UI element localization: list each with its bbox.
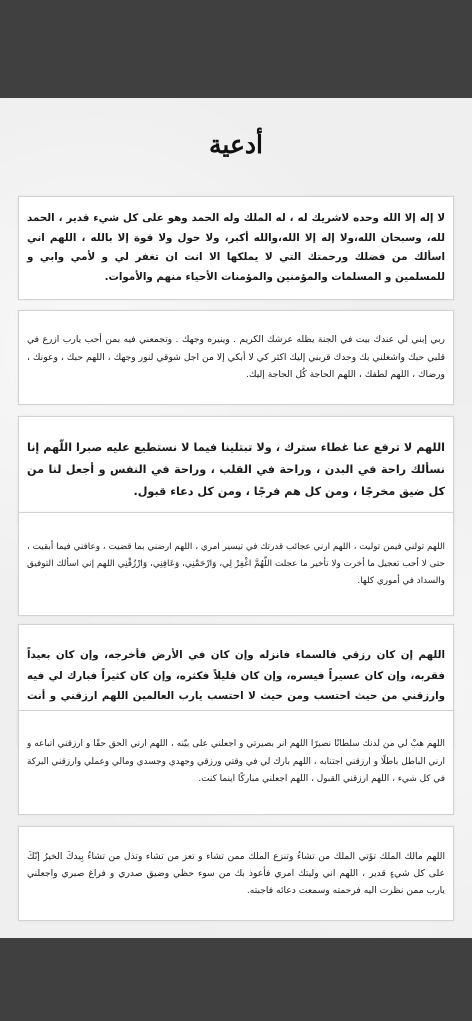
- dua-text: اللهم تولني فيمن توليت ، اللهم ارني عجائب قدرتك في تيسير امري ، اللهم ارضني بما قضيت ، وعافني فيما أبقيت ، حتى لا أحب تعجيل ما أخرت ولا تأخير ما عجلت اللّهُمَّ اغْفِرْ لِي، وَارْحَمْنِي، وَعَافِنِي، وَارْزُقْنِي اللهم إني اسألك التوفيق والسداد في أموري كلها.: [27, 541, 445, 586]
- dua-text: اللهم هبْ لي من لدنك سلطانًا نصيرًا اللهم انر بصيرتي و اجعلني على بيّنه ، اللهم ارني الحق حقًا و ارزقني اتباعه و ارني الباطل باطلًا و ارزقني اجتنابه ، اللهم بارك لي في وقتي ورزقي وجهدي وجسدي ومالي وعملي وارزقني البركة في كل شيء ، اللهم ارزقني القبول ، اللهم اجعلني مباركًا اينما كنت.: [27, 739, 445, 785]
- document-page: [0, 98, 472, 938]
- dua-card: [18, 826, 454, 921]
- dua-text: اللهم مالك الملك تؤتي الملك من تشاءُ وتنزع الملك ممن تشاء و تعز من تشاء وتذل من تشاءُ بِيدكَ الخيرُ إنّكَ على كل شيءٍ قدير ، اللهم اني وليتك امري فأعوذ بك من سوء حظي وضيق صدري و فراغ صبري واجعلني يارب ممن نظرت اليه فرحمته وسمعت دعائه فاجبته.: [27, 851, 445, 896]
- dua-card: [18, 512, 454, 616]
- dua-card: [18, 196, 454, 300]
- dua-text: اللهم إن كان رزقي فالسماء فانزله وإن كان في الأرض فأخرجه، وإن كان بعيداً فقربه، وإن كان عسيراً فيسره، وإن كان قليلاً فكثره، وإن كان كثيراً فبارك لي فيه وارزقني من حيث احتسب ومن حيث لا احتسب يارب العالمين اللهم ارزقني و أنت: [27, 649, 445, 702]
- dua-card: [18, 416, 454, 523]
- dua-card: [18, 710, 454, 815]
- dua-text: ربي إبني لي عندك بيت في الجنة يظله عرشك الكريم . وينيره وجهك . وتجمعني فيه بمن أحب يارب ازرع في قلبي حبك واشغلني بك وحدك قربني إليك اكثر كي لا أبكي إلا من اجل شوقي لنور وجهك ، اللهم حبك ، وعونك ، ورضاك ، اللهم لطفك ، اللهم الحاجة كُل الحاجة إليك.: [27, 334, 445, 381]
- page-title: أدعية: [209, 130, 263, 159]
- dua-card: [18, 310, 454, 405]
- dua-text: لا إله إلا الله وحده لاشريك له ، له الملك وله الحمد وهو على كل شيء قدير ، الحمد لله، وسبحان الله،ولا إله إلا الله،والله أكبر، ولا حول ولا قوة إلا بالله ، اللهم اني اسألك من فضلك ورحمتك التي لا يملكها الا انت ان تغفر لي و لأمي وابي و للمسلمين و المسلمات والمؤمنين والمؤمنات الأحياء منهم والأموات.: [27, 212, 445, 283]
- dua-text: اللهم لا ترفع عنا غطاء سترك ، ولا تبتلينا فيما لا نستطيع عليه صبرا اللّهم إنا نسألك راحة في البدن ، وراحة في القلب ، وراحة في النفس و أجعل لنا من كل ضيق مخرجًا ، ومن كل هم فرجًا ، ومن كل دعاء قبول.: [27, 440, 445, 498]
